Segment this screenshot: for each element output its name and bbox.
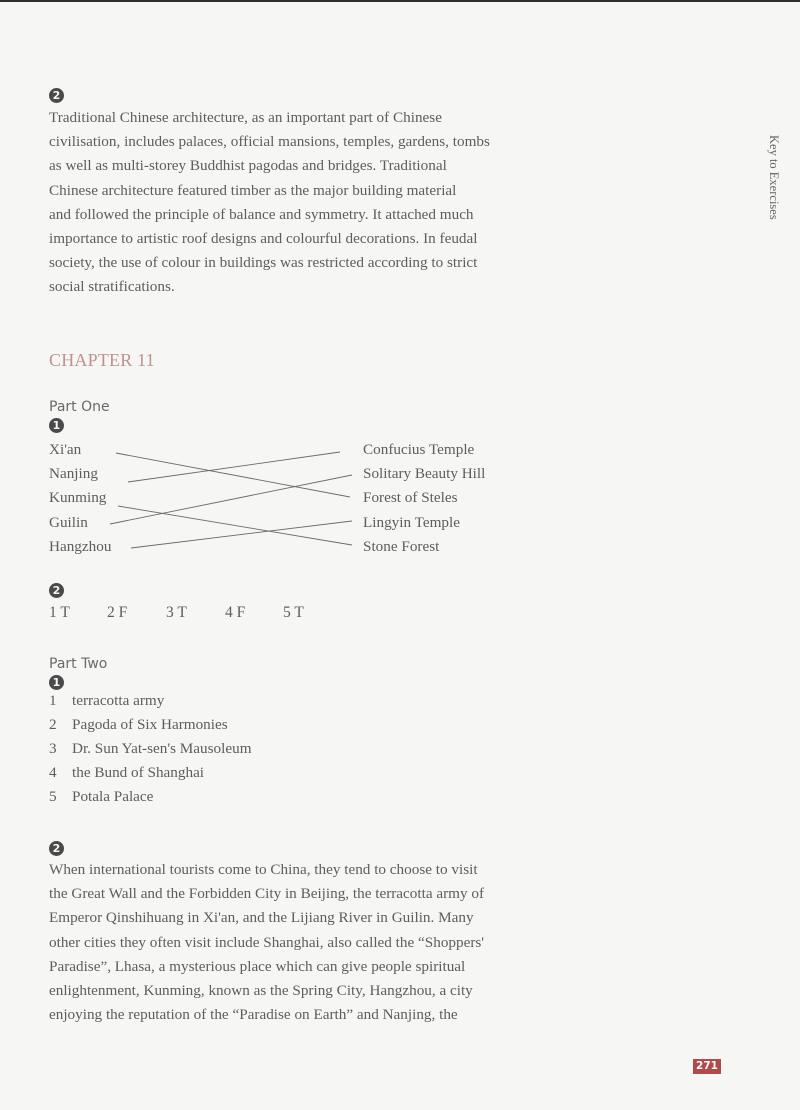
tf-answer: 2 F	[107, 604, 128, 621]
match-link-line	[110, 475, 352, 524]
match-left-item: Kunming	[49, 489, 107, 507]
side-tab: Key to Exercises	[767, 135, 781, 220]
paragraph-line: enlightenment, Kunming, known as the Spring City, Hangzhou, a city	[49, 982, 473, 1000]
paragraph-line: and followed the principle of balance and symmetry. It attached much	[49, 205, 474, 223]
match-left-item: Nanjing	[49, 465, 98, 483]
match-link-line	[131, 521, 352, 548]
item-text: terracotta army	[72, 692, 165, 709]
exercise-number-badge: 2	[49, 583, 64, 598]
match-right-item: Stone Forest	[363, 537, 440, 555]
part-one-title: Part One	[49, 399, 110, 415]
match-right-item: Forest of Steles	[363, 489, 458, 507]
exercise-number-badge: 2	[49, 88, 64, 103]
paragraph-line: social stratifications.	[49, 278, 175, 296]
item-text: Potala Palace	[72, 788, 154, 805]
paragraph-line: importance to artistic roof designs and colourful decorations. In feudal	[49, 230, 478, 248]
item-text: the Bund of Shanghai	[72, 764, 205, 781]
tf-answer: 1 T	[49, 604, 70, 621]
tourism-paragraph	[49, 858, 549, 1027]
tf-answer: 3 T	[166, 604, 187, 621]
tf-answer: 5 T	[283, 604, 304, 621]
item-text: Pagoda of Six Harmonies	[72, 716, 228, 733]
match-left-item: Xi'an	[49, 441, 82, 458]
paragraph-line: the Great Wall and the Forbidden City in Beijing, the terracotta army of	[49, 885, 485, 903]
item-number: 1	[49, 692, 57, 709]
item-number: 2	[49, 716, 57, 733]
match-right-item: Solitary Beauty Hill	[363, 465, 486, 483]
paragraph-line: Chinese architecture featured timber as the major building material	[49, 181, 457, 199]
chapter-title: CHAPTER 11	[49, 350, 155, 370]
paragraph-line: When international tourists come to China, they tend to choose to visit	[49, 861, 478, 878]
paragraph-line: other cities they often visit include Shanghai, also called the “Shoppers'	[49, 933, 485, 951]
paragraph-line: as well as multi-storey Buddhist pagodas and bridges. Traditional	[49, 157, 447, 175]
match-link-line	[128, 452, 340, 482]
paragraph-line: civilisation, includes palaces, official mansions, temples, gardens, tombs	[49, 133, 490, 151]
tf-answer: 4 F	[225, 604, 246, 621]
exercise-number-badge: 1	[49, 418, 64, 433]
page-number: 271	[693, 1059, 721, 1074]
exercise-number-badge: 2	[49, 841, 64, 856]
exercise-number-badge: 1	[49, 675, 64, 690]
paragraph-line: society, the use of colour in buildings was restricted according to strict	[49, 254, 478, 272]
match-link-line	[116, 453, 350, 497]
paragraph-line: Paradise”, Lhasa, a mysterious place which can give people spiritual	[49, 957, 466, 975]
item-number: 4	[49, 764, 57, 781]
item-text: Dr. Sun Yat-sen's Mausoleum	[72, 740, 252, 757]
part-two-title: Part Two	[49, 656, 108, 672]
item-number: 3	[49, 740, 57, 757]
match-right-item: Confucius Temple	[363, 441, 475, 458]
match-left-item: Guilin	[49, 513, 88, 531]
paragraph-line: Emperor Qinshihuang in Xi'an, and the Lijiang River in Guilin. Many	[49, 909, 474, 927]
match-right-item: Lingyin Temple	[363, 513, 460, 531]
item-number: 5	[49, 788, 57, 805]
match-left-item: Hangzhou	[49, 537, 112, 555]
paragraph-line: enjoying the reputation of the “Paradise on Earth” and Nanjing, the	[49, 1006, 458, 1024]
paragraph-line: Traditional Chinese architecture, as an important part of Chinese	[49, 109, 442, 126]
